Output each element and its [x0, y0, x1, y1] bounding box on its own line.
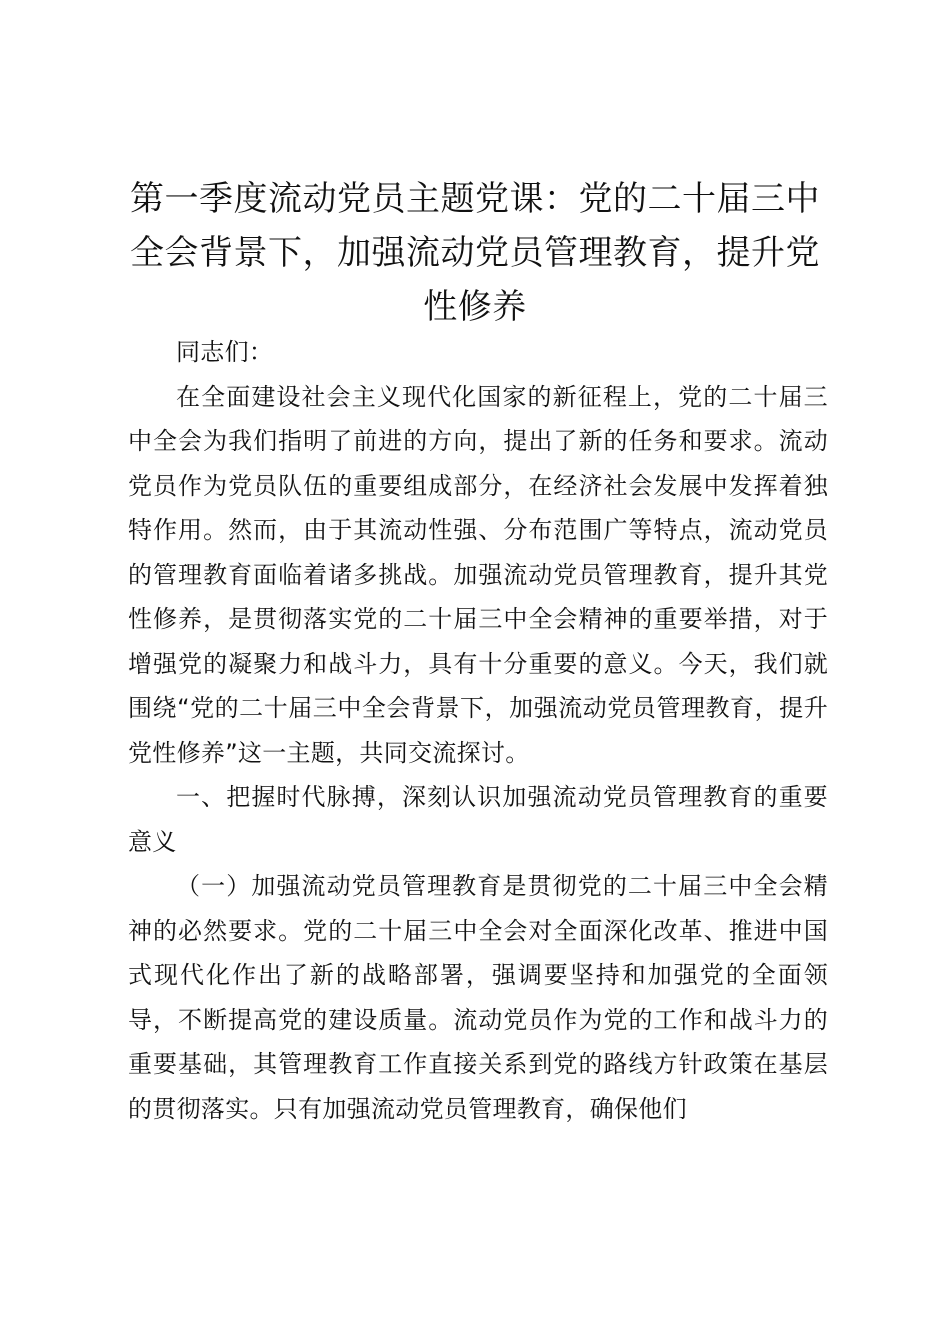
salutation-paragraph: 同志们：: [176, 338, 274, 366]
section-heading: 一、把握时代脉搏，深刻认识加强流动党员管理教育的重要意义: [128, 783, 828, 856]
document-title: 第一季度流动党员主题党课：党的二十届三中全会背景下，加强流动党员管理教育，提升党性修养: [130, 179, 820, 327]
subsection-paragraph: （一）加强流动党员管理教育是贯彻党的二十届三中全会精神的必然要求。党的二十届三中全会对全面深化改革、推进中国式现代化作出了新的战略部署，强调要坚持和加强党的全面领导，不断提高党的建设质量。流动党员作为党的工作和战斗力的重要基础，其管理教育工作直接关系到党的路线方针政策在基层的贯彻落实。只有加强流动党员管理教育，确保他们: [128, 872, 828, 1123]
document-body: [128, 330, 828, 1131]
intro-paragraph: 在全面建设社会主义现代化国家的新征程上，党的二十届三中全会为我们指明了前进的方向，提出了新的任务和要求。流动党员作为党员队伍的重要组成部分，在经济社会发展中发挥着独特作用。然而，由于其流动性强、分布范围广等特点，流动党员的管理教育面临着诸多挑战。加强流动党员管理教育，提升其党性修养，是贯彻落实党的二十届三中全会精神的重要举措，对于增强党的凝聚力和战斗力，具有十分重要的意义。今天，我们就围绕“党的二十届三中全会背景下，加强流动党员管理教育，提升党性修养”这一主题，共同交流探讨。: [128, 382, 828, 767]
